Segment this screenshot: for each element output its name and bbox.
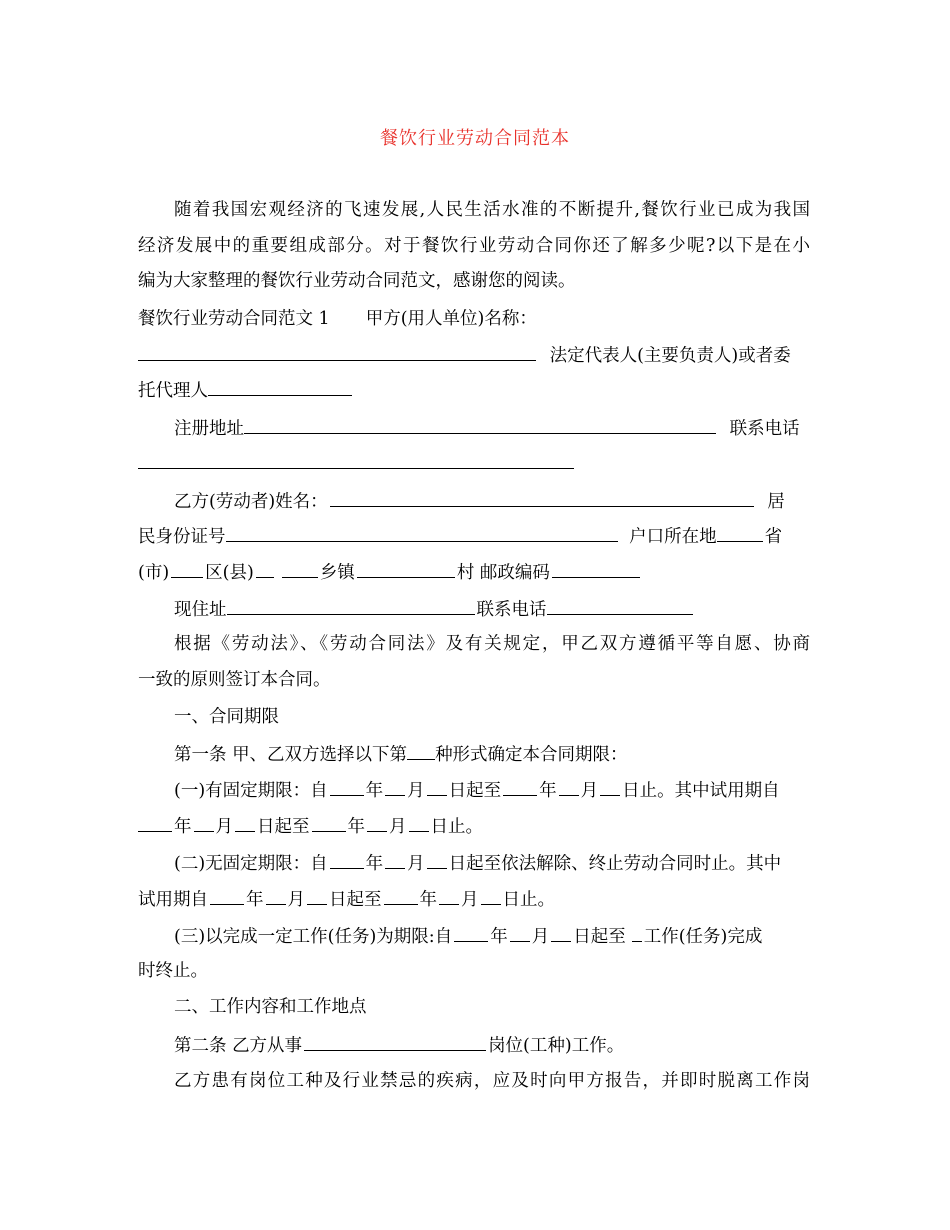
article-2-text-b: 岗位(工种)工作。 — [488, 1036, 625, 1056]
task-blank[interactable] — [632, 923, 642, 942]
document-title: 餐饮行业劳动合同范本 — [380, 128, 570, 149]
year-label: 年 — [365, 854, 384, 874]
fixed-end-year-blank[interactable] — [503, 777, 537, 796]
open-prob-year-blank[interactable] — [210, 886, 244, 905]
current-address-line — [138, 596, 810, 622]
day-from-label: 日起至 — [448, 781, 502, 801]
fixed-probation-line — [138, 813, 810, 839]
month-label: 月 — [287, 890, 305, 910]
fixed-term-line — [138, 777, 810, 803]
fixed-term-label: (一)有固定期限：自 — [174, 781, 328, 801]
current-address-label: 现住址 — [174, 600, 227, 620]
probation-month-blank[interactable] — [194, 813, 214, 832]
fixed-year-blank[interactable] — [330, 777, 364, 796]
open-prob-end-day-blank[interactable] — [481, 886, 501, 905]
open-month-blank[interactable] — [385, 850, 405, 869]
party-a-name-label: 甲方(用人单位)名称： — [365, 309, 537, 329]
year-label: 年 — [419, 890, 437, 910]
task-term-label: (三)以完成一定工作(任务)为期限:自 — [174, 927, 453, 947]
reg-address-label: 注册地址 — [174, 419, 244, 439]
district-blank-2[interactable] — [256, 559, 274, 578]
legal-rep-label: 法定代表人(主要负责人)或者委 — [549, 346, 791, 366]
party-b-line — [138, 488, 810, 514]
reg-address-blank[interactable] — [244, 415, 716, 434]
intro-line-2: 经济发展中的重要组成部分。对于餐饮行业劳动合同你还了解多少呢?以下是在小 — [138, 236, 810, 256]
phone-label: 联系电话 — [729, 419, 800, 439]
address-detail-line — [138, 559, 810, 585]
province-blank[interactable] — [717, 523, 763, 542]
open-term-line — [138, 850, 810, 876]
intro-line-1: 随着我国宏观经济的飞速发展,人民生活水准的不断提升,餐饮行业已成为我国 — [174, 200, 810, 220]
open-prob-end-year-blank[interactable] — [384, 886, 418, 905]
task-mid-label: 日起至 — [573, 927, 626, 947]
agent-blank[interactable] — [208, 377, 352, 396]
day-from-label: 日起至 — [257, 817, 310, 837]
village-blank[interactable] — [357, 559, 455, 578]
open-prob-day-blank[interactable] — [307, 886, 327, 905]
phone-blank[interactable] — [138, 450, 574, 469]
month-label: 月 — [389, 817, 407, 837]
section-2-heading: 二、工作内容和工作地点 — [174, 997, 367, 1017]
province-label: 省 — [764, 527, 783, 547]
resident-label: 居 — [767, 492, 785, 512]
task-month-blank[interactable] — [510, 923, 530, 942]
basis-line-2: 一致的原则签订本合同。 — [138, 670, 331, 690]
open-prob-month-blank[interactable] — [266, 886, 286, 905]
intro-line-3: 编为大家整理的餐饮行业劳动合同范文，感谢您的阅读。 — [138, 271, 576, 291]
probation-day-blank[interactable] — [235, 813, 255, 832]
task-day-blank[interactable] — [551, 923, 571, 942]
article-2-text-a: 第二条 乙方从事 — [174, 1036, 303, 1056]
phone-blank-line — [138, 450, 810, 476]
disease-line: 乙方患有岗位工种及行业禁忌的疾病，应及时向甲方报告，并即时脱离工作岗 — [174, 1071, 810, 1091]
open-prob-end-month-blank[interactable] — [439, 886, 459, 905]
day-from-label: 日起至 — [329, 890, 382, 910]
open-mid-label: 日起至依法解除、终止劳动合同时止。其中 — [448, 854, 782, 874]
section-1-heading: 一、合同期限 — [174, 707, 279, 727]
article-1-text-b: 种形式确定本合同期限： — [435, 745, 628, 765]
month-label: 月 — [461, 890, 479, 910]
task-tail-label: 工作(任务)完成 — [643, 927, 763, 947]
hukou-label: 户口所在地 — [629, 527, 717, 547]
id-label: 民身份证号 — [138, 527, 226, 547]
year-label: 年 — [246, 890, 264, 910]
town-label: 乡镇 — [319, 563, 355, 583]
article-1-text-a: 第一条 甲、乙双方选择以下第 — [174, 745, 408, 765]
probation-end-month-blank[interactable] — [367, 813, 387, 832]
month-label: 月 — [407, 781, 425, 801]
town-blank[interactable] — [282, 559, 318, 578]
year-label: 年 — [174, 817, 192, 837]
agent-label: 托代理人 — [138, 381, 208, 401]
task-end-line: 时终止。 — [138, 961, 208, 981]
probation-end-day-blank[interactable] — [409, 813, 429, 832]
post-blank[interactable] — [304, 1032, 486, 1051]
probation-year-blank[interactable] — [138, 813, 172, 832]
reg-address-line — [138, 415, 810, 441]
year-label: 年 — [539, 781, 557, 801]
year-label: 年 — [365, 781, 384, 801]
postcode-blank[interactable] — [552, 559, 640, 578]
article-1-line — [138, 741, 810, 767]
open-year-blank[interactable] — [330, 850, 364, 869]
phone-label-2: 联系电话 — [476, 600, 547, 620]
day-end-label: 日止。 — [502, 890, 555, 910]
fixed-end-month-blank[interactable] — [559, 777, 579, 796]
month-label: 月 — [215, 817, 233, 837]
fixed-month-blank[interactable] — [385, 777, 405, 796]
open-probation-line — [138, 886, 810, 912]
form-choice-blank[interactable] — [407, 741, 435, 760]
day-end-label: 日止。 — [430, 817, 483, 837]
month-label: 月 — [407, 854, 425, 874]
party-b-name-label: 乙方(劳动者)姓名： — [174, 492, 328, 512]
id-blank[interactable] — [226, 523, 618, 542]
year-label: 年 — [490, 927, 508, 947]
probation-end-year-blank[interactable] — [312, 813, 346, 832]
agent-line — [138, 377, 810, 403]
sample-heading: 餐饮行业劳动合同范文 1 — [138, 309, 330, 329]
open-term-label: (二)无固定期限：自 — [174, 854, 328, 874]
village-label: 村 邮政编码 — [456, 563, 550, 583]
sample-heading-line — [138, 307, 810, 331]
current-address-blank[interactable] — [227, 596, 475, 615]
district-blank[interactable] — [171, 559, 203, 578]
basis-line-1: 根据《劳动法》、《劳动合同法》及有关规定，甲乙双方遵循平等自愿、协商 — [174, 634, 810, 654]
fixed-day-blank[interactable] — [427, 777, 447, 796]
party-a-name-blank[interactable] — [138, 342, 536, 361]
task-term-line — [138, 923, 810, 949]
month-label: 月 — [580, 781, 599, 801]
probation-label: 试用期自 — [138, 890, 208, 910]
year-label: 年 — [347, 817, 365, 837]
party-b-name-blank[interactable] — [330, 488, 754, 507]
phone-blank-2[interactable] — [547, 596, 693, 615]
open-day-blank[interactable] — [427, 850, 447, 869]
id-line — [138, 523, 810, 549]
task-year-blank[interactable] — [454, 923, 488, 942]
district-label: 区(县) — [205, 563, 254, 583]
legal-rep-line — [138, 342, 810, 368]
article-2-line — [138, 1032, 810, 1058]
month-label: 月 — [531, 927, 550, 947]
city-label: (市) — [138, 563, 170, 583]
fixed-end-day-blank[interactable] — [600, 777, 620, 796]
fixed-tail-label: 日止。其中试用期自 — [622, 781, 780, 801]
